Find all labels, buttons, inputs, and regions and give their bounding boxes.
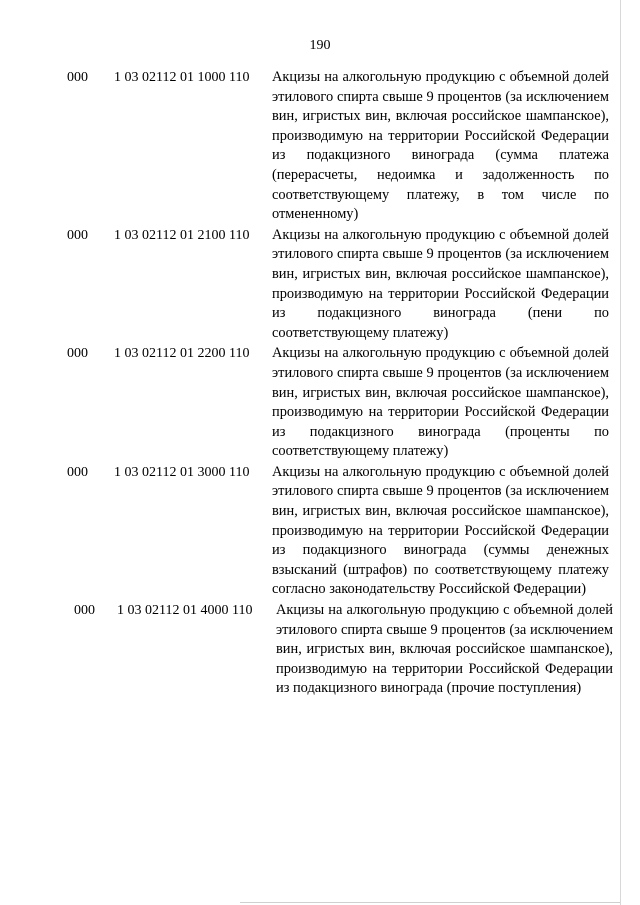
budget-code-entry — [0, 226, 640, 344]
administrator-code: 000 — [67, 346, 88, 362]
page-number: 190 — [309, 38, 331, 53]
budget-code-entry — [0, 601, 640, 699]
budget-classification-code: 1 03 02112 01 2100 110 — [114, 227, 250, 243]
budget-code-list — [0, 68, 640, 700]
revenue-description: Акцизы на алкогольную продукцию с объемной долей этилового спирта свыше 9 процентов (за исключением вин, игристых вин, включая российское шампанское), производимую на территории Российской Федерации из подакцизного винограда (суммы денежных взысканий (штрафов) по соответствующему платежу согласно законодательству Российской Федерации) — [272, 463, 609, 598]
scan-bottom-line — [240, 902, 620, 903]
revenue-description: Акцизы на алкогольную продукцию с объемной долей этилового спирта свыше 9 процентов (за исключением вин, игристых вин, включая российское шампанское), производимую на территории Российской Федерации из подакцизного винограда (пени по соответствующему платежу) — [272, 226, 609, 341]
revenue-description: Акцизы на алкогольную продукцию с объемной долей этилового спирта свыше 9 процентов (за исключением вин, игристых вин, включая российское шампанское), производимую на территории Российской Федерации из подакцизного винограда (прочие поступления) — [276, 602, 613, 697]
revenue-description: Акцизы на алкогольную продукцию с объемной долей этилового спирта свыше 9 процентов (за исключением вин, игристых вин, включая российское шампанское), производимую на территории Российской Федерации из подакцизного винограда (сумма платежа (перерасчеты, недоимка и задолженность по соответствующему платежу, в том числе по отмененному) — [272, 69, 609, 223]
budget-classification-code: 1 03 02112 01 2200 110 — [114, 346, 250, 362]
revenue-description: Акцизы на алкогольную продукцию с объемной долей этилового спирта свыше 9 процентов (за исключением вин, игристых вин, включая российское шампанское), производимую на территории Российской Федерации из подакцизного винограда (проценты по соответствующему платежу) — [272, 345, 609, 460]
budget-classification-code: 1 03 02112 01 4000 110 — [117, 603, 253, 619]
administrator-code: 000 — [67, 464, 88, 480]
budget-code-entry — [0, 463, 640, 600]
scan-edge-line — [620, 0, 621, 905]
administrator-code: 000 — [67, 70, 88, 85]
administrator-code: 000 — [74, 603, 95, 619]
budget-code-entry — [0, 68, 640, 225]
budget-classification-code: 1 03 02112 01 3000 110 — [114, 464, 250, 480]
administrator-code: 000 — [67, 227, 88, 243]
budget-classification-code: 1 03 02112 01 1000 110 — [114, 70, 250, 85]
budget-code-entry — [0, 344, 640, 462]
